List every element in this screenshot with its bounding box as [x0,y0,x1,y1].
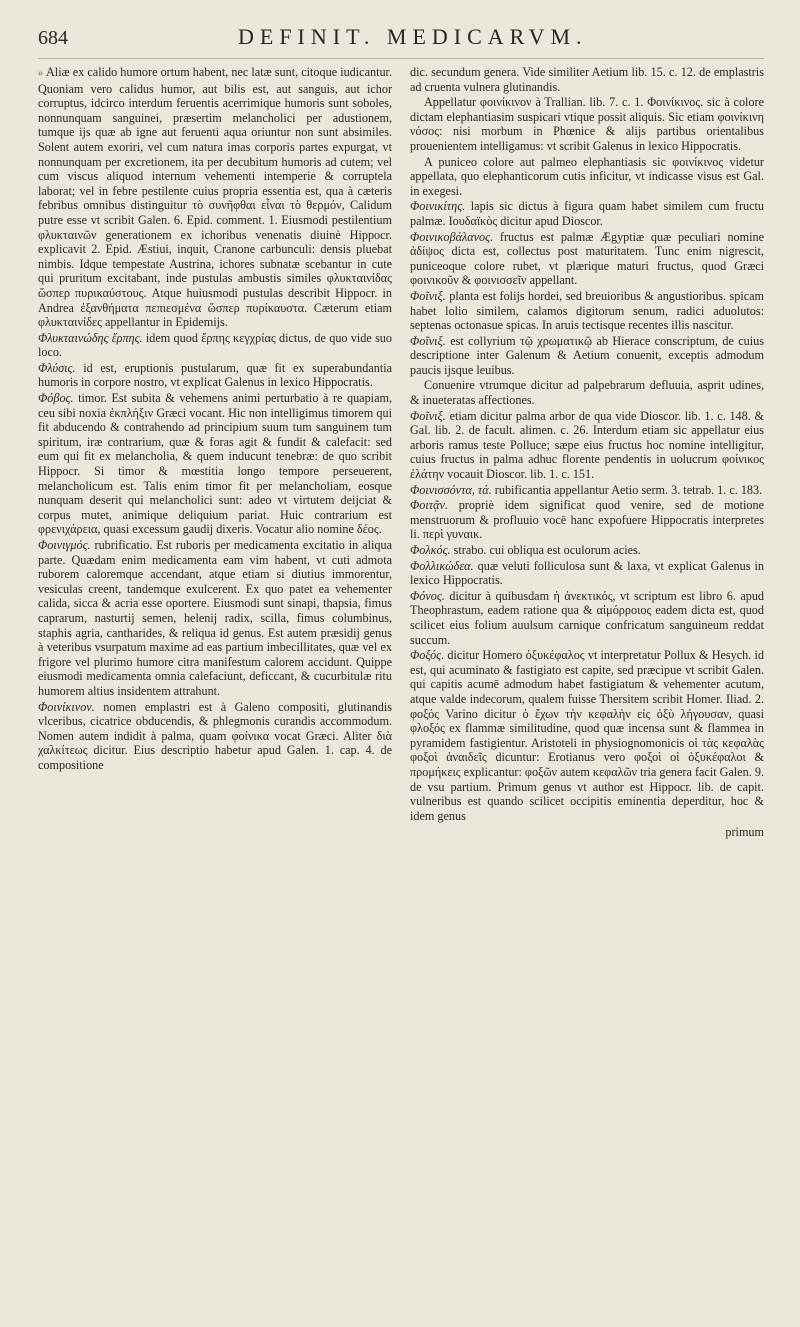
entry-text: etiam dicitur palma arbor de qua vide Dioscor. lib. 1. c. 148. & Gal. lib. 2. de facult. alimen. c. 26. Interdum etiam sic appellatur eius arboris ramus teste Polluce; sæpe eius fructus hoc nomine intelligitur, cuius fructus in palma adhuc florente pendentis in uolucrum φοίνικος ἐλάτην vocauit Dioscor. lib. 1. c. 151. [410,408,764,482]
text-columns [38,65,764,840]
dictionary-entry [38,361,392,390]
entry-lemma: Φλύσις. [38,360,76,375]
entry-lemma: Φοινισσόντα, τά. [410,482,492,497]
dictionary-entry [38,700,392,773]
page-number: 684 [38,27,68,49]
dictionary-entry [410,199,764,228]
dictionary-entry [410,589,764,647]
entry-text: Conuenire vtrumque dicitur ad palpebrarum defluuia, asprit udines, & inueteratas affectiones. [410,378,764,408]
entry-lemma: Φοῖνιξ. [410,408,446,423]
dictionary-entry [410,334,764,378]
left-column [38,65,392,840]
entry-text: est collyrium τῷ χρωματικῷ ab Hierace conscriptum, de cuius descriptione inter Galenum & Aetium conuenit, exceptis admodum paucis ijsque leuibus. [410,333,764,377]
entry-lemma: Φόβος. [38,391,74,406]
dictionary-entry [410,648,764,823]
entry-text: rubificantia appellantur Aetio serm. 3. tetrab. 1. c. 183. [494,482,763,497]
entry-text: strabo. cui obliqua est oculorum acies. [453,543,641,557]
entry-lemma: Φοινικοβάλανος. [410,229,494,244]
dictionary-entry [38,391,392,537]
dictionary-entry [410,543,764,558]
entry-text: id est, eruptionis pustularum, quæ fit ex superabundantia humoris in corpore nostro, vt explicat Galenus in lexico Hippocratis. [38,360,392,390]
entry-text: idem quod ἔρπης κεγχρίας dictus, de quo vide suo loco. [38,330,392,360]
entry-lemma: Φοῖνιξ. [410,288,446,303]
entry-text: Appellatur φοινίκινον à Trallian. lib. 7. c. 1. Φοινίκινος. sic à colore dictam elephantiasim suspicari vtique possit aliquis. Sic etiam φοινίκινη νόσος: nisi morbum in Phœnice & alijs partibus orientalibus prouenientem intelligamus: vt scribit Galenus in lexico Hippocratis. [410,95,764,153]
entry-text: nomen emplastri est à Galeno compositi, glutinandis vlceribus, cicatrice obducendis, & phlegmonis curandis accommodum. Nomen autem indidit à palma, quam φοίνικα vocat Græci. Aliter διὰ χαλκίτεως dicitur. Eius descriptio habetur apud Galen. 1. cap. 4. de compositione [38,699,393,772]
entry-lemma: Φοιτᾷν. [410,498,448,513]
entry-text: A puniceo colore aut palmeo elephantiasis sic φοινίκινος videtur appellata, quo elephanticorum cutis inficitur, vt indicasse visus est Gal. in exegesi. [410,154,764,198]
entry-text: dicitur à quibusdam ἡ ἀνεκτικός, vt scriptum est libro 6. apud Theophrastum, eadem ratione qua & αἱμόρροιος eadem dicta est, quod scilicet eius folium auulsum carnique confricatum sanguineum reddat succum. [410,588,765,647]
paragraph [410,65,764,94]
dictionary-entry [38,538,392,699]
entry-text: dic. secundum genera. Vide similiter Aetium lib. 15. c. 12. de emplastris ad cruenta vulnera glutinandis. [410,65,764,94]
dictionary-entry [410,559,764,588]
entry-lemma: Φοινιγμός. [38,538,91,552]
entry-lemma: Φολκός. [410,543,451,557]
dictionary-entry [410,409,764,482]
entry-text: planta est folijs hordei, sed breuioribus & angustioribus. spicam habet lolio similem, calamos digitorum senum, radici aduolutos: septenas octonasue spicas. In aruis tectisque recentes illis nascitur. [410,288,765,333]
running-title: DEFINIT. MEDICARVM. [238,24,588,49]
dictionary-entry [410,289,764,333]
paragraph [410,95,764,153]
dictionary-entry [410,483,764,498]
entry-text: timor. Est subita & vehemens animi perturbatio à re quapiam, ceu sibi noxia ἐκπλήξιν Græci vocant. Hic non intelligimus timorem qui fit abducendo & contrahendo ad principium suum tum sanguinem tum spiritum, iræ contrarium, quæ & foras agit & fundit & calefacit: sed eum qui fit ex melancholia, & quem inducunt tenebræ: de quo scribit Hippocr. Si timor & mœstitia longo tempore perseuerent, melancholicum est. Talis enim timor fit per melancholiam, eosque nunquam deserit qui melancholici sunt: adeo vt virtutem deijciat & corpus mutet, animique deliquium pariat. Huic contrarium est φρενιχάρεια, quasi excessum gaudij dixeris. Vocatur alio nomine δέος. [38,391,393,537]
right-column [410,65,764,840]
entry-lemma: Φοινίκινον. [38,699,95,714]
entry-text: dicitur Homero ὀξυκέφαλος vt interpretatur Pollux & Hesych. id est, qui acuminato & fastigiato est capite, sed præcipue vt scribit Galen. qui capitis acumē admodum habet fastigiatum & vehementer acutum, atque valde indecorum, qualem fuisse Thersitem scribit Homer. Iliad. 2. φοξός Varino dicitur ὁ ἔχων τὴν κεφαλὴν εἰς ὀξὺ λήγουσαν, quasi φλοξός ex flammæ similitudine, quod quæ incensa sunt & flammea in pyramidem fastigientur. Aristoteli in physiognomonicis οἱ τὰς κεφαλὰς φοξοὶ ἀναιδεῖς dicuntur: Erotianus vero φοξοὶ οἱ ὀξυκέφαλοι & προμήκεις explicantur: φοξῶν autem κεφαλῶν tria genera facit Galen. 9. de vsu partium. Primum genus vt author est Hippocr. lib. de capit. vulneribus est quando scilicet occipitis eminentia deperditur, hoc & idem genus [410,648,765,823]
entry-lemma: Φόνος. [410,588,445,603]
dictionary-entry [410,498,764,542]
paragraph [410,378,764,407]
entry-text: lapis sic dictus à figura quam habet similem cum fructu palmæ. Ιουδαϊκὸς dicitur apud Dioscor. [410,199,764,228]
quotation-mark-icon: » [38,68,43,79]
entry-text: propriè idem significat quod venire, sed de motione menstruorum & profluuio vocē hanc expofuere Hippocratis interpretes li. περὶ γυναικ. [410,498,765,542]
entry-text: quæ veluti folliculosa sunt & laxa, vt explicat Galenus in lexico Hippocratis. [410,558,764,588]
entry-lemma: Φοῖνιξ. [410,333,446,348]
entry-lemma: Φοξός. [410,648,445,663]
catchword: primum [725,825,764,840]
entry-lemma: Φολλικώδεα. [410,558,474,573]
entry-lemma: Φλυκταινώδης ἔρπης. [38,330,143,345]
dictionary-entry [38,331,392,360]
entry-lemma: Φοινικίτης. [410,199,466,214]
entry-text: fructus est palmæ Ægyptiæ quæ peculiari nomine ἀδίψος dicta est, collectus post maturitatem. Tunc enim nigrescit, puniceoque colore rubet, vt plærique maturi fructus, quod Græci φοινικοῦν & φοινισσεῖν appellant. [410,229,764,288]
paragraph [410,155,764,199]
entry-text: rubrificatio. Est ruboris per medicamenta excitatio in aliqua parte. Quædam enim medicamenta eam vim habent, vt cuti admota ruborem caloremque accendant, atque etiam si diutius immorentur, vesiculas creent, tandemque exulcerent. Ex quo patet ea vehementer calida, sicca & acria esse oportere. Eiusmodi sunt sinapi, thapsia, fimus caprarum, nasturtij semen, helenij radix, scilla, fimus columbinus, staphis agria, cantharides, & reliqua id genus. Est autem præsidij genus à veteribus vsurpatum maxime ad eas partium imbecillitates, quæ vel ex frigore vel plurimo humore citra manifestum calorem accidunt. Quippe eiusmodi medicamenta omnia calefaciunt, deficcant, & cucurbitulæ ritu humorem altius insidentem attrahunt. [38,538,392,698]
entry-text: Aliæ ex calido humore ortum habent, nec latæ sunt, citoque iudicantur. Quoniam vero calidus humor, aut bilis est, aut sanguis, aut ichor corruptus, idcirco interdum feruentis acerrimique humoris sunt soboles, nonnunquam sanguinei, præsertim melancholici per adustionem, tumque ijs quæ ab igne aut feruenti aqua oriuntur non sunt absimiles. Solent autem exoriri, vel cum natura imas corporis partes expurgat, vt nonnunquam per excretionem, ita per decubitum humoris ad cutem; vel cum viscus aliquod internum vehementi intemperie & corruptela laborat; vel in febre pestilente cuius propria essentia est, qua à cæteris febribus omnibus distinguitur τὸ συνῆφθαι εἶναι τὸ θερμόν, Calidum putre esse vt scribit Galen. 6. Epid. comment. 1. Eiusmodi pestilentium φλυκταινῶν generationem ex ichoribus venenatis diuinè Hippocr. explicavit 2. Epid. Æstiui, inquit, Cranone carbunculi: densis pluebat nimbis. Idque tempestate Austrina, ichores subnatæ scebantur in cute qui pruritum excitabant, inde pustulas ambustis similes φλυκταινίδας ὥσπερ πυρικαύστους. Atque huiusmodi pustulas describit Hippocr. in Andrea ἐξανθήματα πεπιεσμένα ὥσπερ πυρίκαυστα. Cæterum etiam φλυκταινίδες appellantur in Epidemijs. [38,65,392,330]
dictionary-entry [410,230,764,288]
paragraph [38,65,392,330]
page-header [38,24,764,59]
